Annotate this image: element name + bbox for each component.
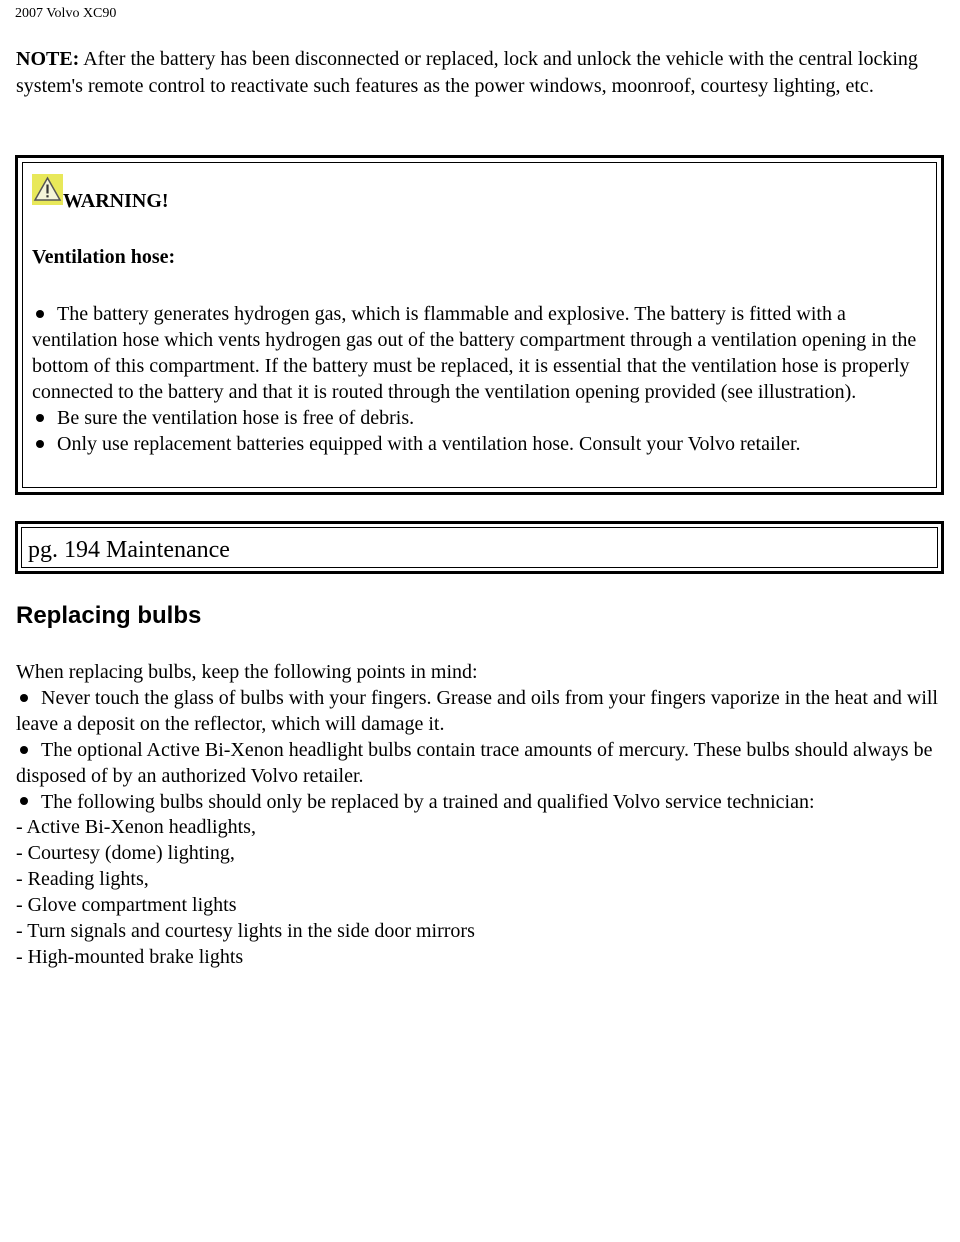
bullet-icon	[36, 440, 44, 448]
warning-list-item	[32, 405, 932, 431]
warning-item-text: The battery generates hydrogen gas, which is flammable and explosive. The battery is fitted with a ventilation hose which vents hydrogen gas out of the battery compartment through a ventilation opening in the bottom of this compartment. If the battery must be replaced, it is essential that the ventilation hose is properly connected to the battery and that it is routed through the ventilation opening provided (see illustration).	[32, 303, 917, 403]
page-label: pg. 194 Maintenance	[28, 537, 230, 563]
section-list-item	[16, 738, 946, 790]
section-title: Replacing bulbs	[16, 602, 202, 629]
bulb-list-line: - Courtesy (dome) lighting,	[16, 842, 235, 865]
bullet-icon	[36, 414, 44, 422]
section-list-item	[16, 686, 946, 738]
bulb-list-line: - Active Bi-Xenon headlights,	[16, 816, 256, 839]
bulb-list-line: - Reading lights,	[16, 868, 149, 891]
bulb-list-line: - Turn signals and courtesy lights in the side door mirrors	[16, 920, 475, 943]
warning-list	[32, 301, 932, 457]
bulb-list-line: - High-mounted brake lights	[16, 945, 244, 968]
page-header-title: 2007 Volvo XC90	[15, 6, 117, 21]
section-intro: When replacing bulbs, keep the following points in mind:	[16, 661, 478, 683]
bullet-icon	[36, 310, 44, 318]
note-paragraph	[16, 46, 946, 99]
section-item-text: The optional Active Bi-Xenon headlight bulbs contain trace amounts of mercury. These bulbs should always be disposed of by an authorized Volvo retailer.	[16, 738, 933, 787]
note-text: After the battery has been disconnected or replaced, lock and unlock the vehicle with the central locking system's remote control to reactivate such features as the power windows, moonroof, courtesy lighting, etc.	[16, 48, 918, 97]
bulb-list-line: - Glove compartment lights	[16, 894, 237, 917]
warning-subtitle: Ventilation hose:	[32, 246, 176, 268]
section-list-item	[16, 790, 946, 816]
warning-item-text: Be sure the ventilation hose is free of debris.	[57, 407, 415, 429]
page-label-box	[15, 521, 944, 574]
warning-box	[15, 155, 944, 495]
page-label-inner-frame	[21, 527, 938, 568]
warning-list-item	[32, 431, 932, 457]
warning-title: WARNING!	[63, 190, 169, 212]
section-item-text: The following bulbs should only be replaced by a trained and qualified Volvo service technician:	[41, 790, 815, 813]
section-item-text: Never touch the glass of bulbs with your fingers. Grease and oils from your fingers vaporize in the heat and will leave a deposit on the reflector, which will damage it.	[16, 686, 938, 735]
warning-triangle-icon	[32, 174, 63, 205]
warning-item-text: Only use replacement batteries equipped with a ventilation hose. Consult your Volvo retailer.	[57, 433, 801, 455]
section-body	[16, 660, 946, 971]
warning-inner-frame	[22, 162, 937, 488]
bullet-icon	[20, 797, 28, 805]
warning-list-item	[32, 301, 932, 405]
note-label: NOTE:	[16, 48, 80, 70]
bullet-icon	[20, 746, 28, 754]
bullet-icon	[20, 694, 28, 702]
